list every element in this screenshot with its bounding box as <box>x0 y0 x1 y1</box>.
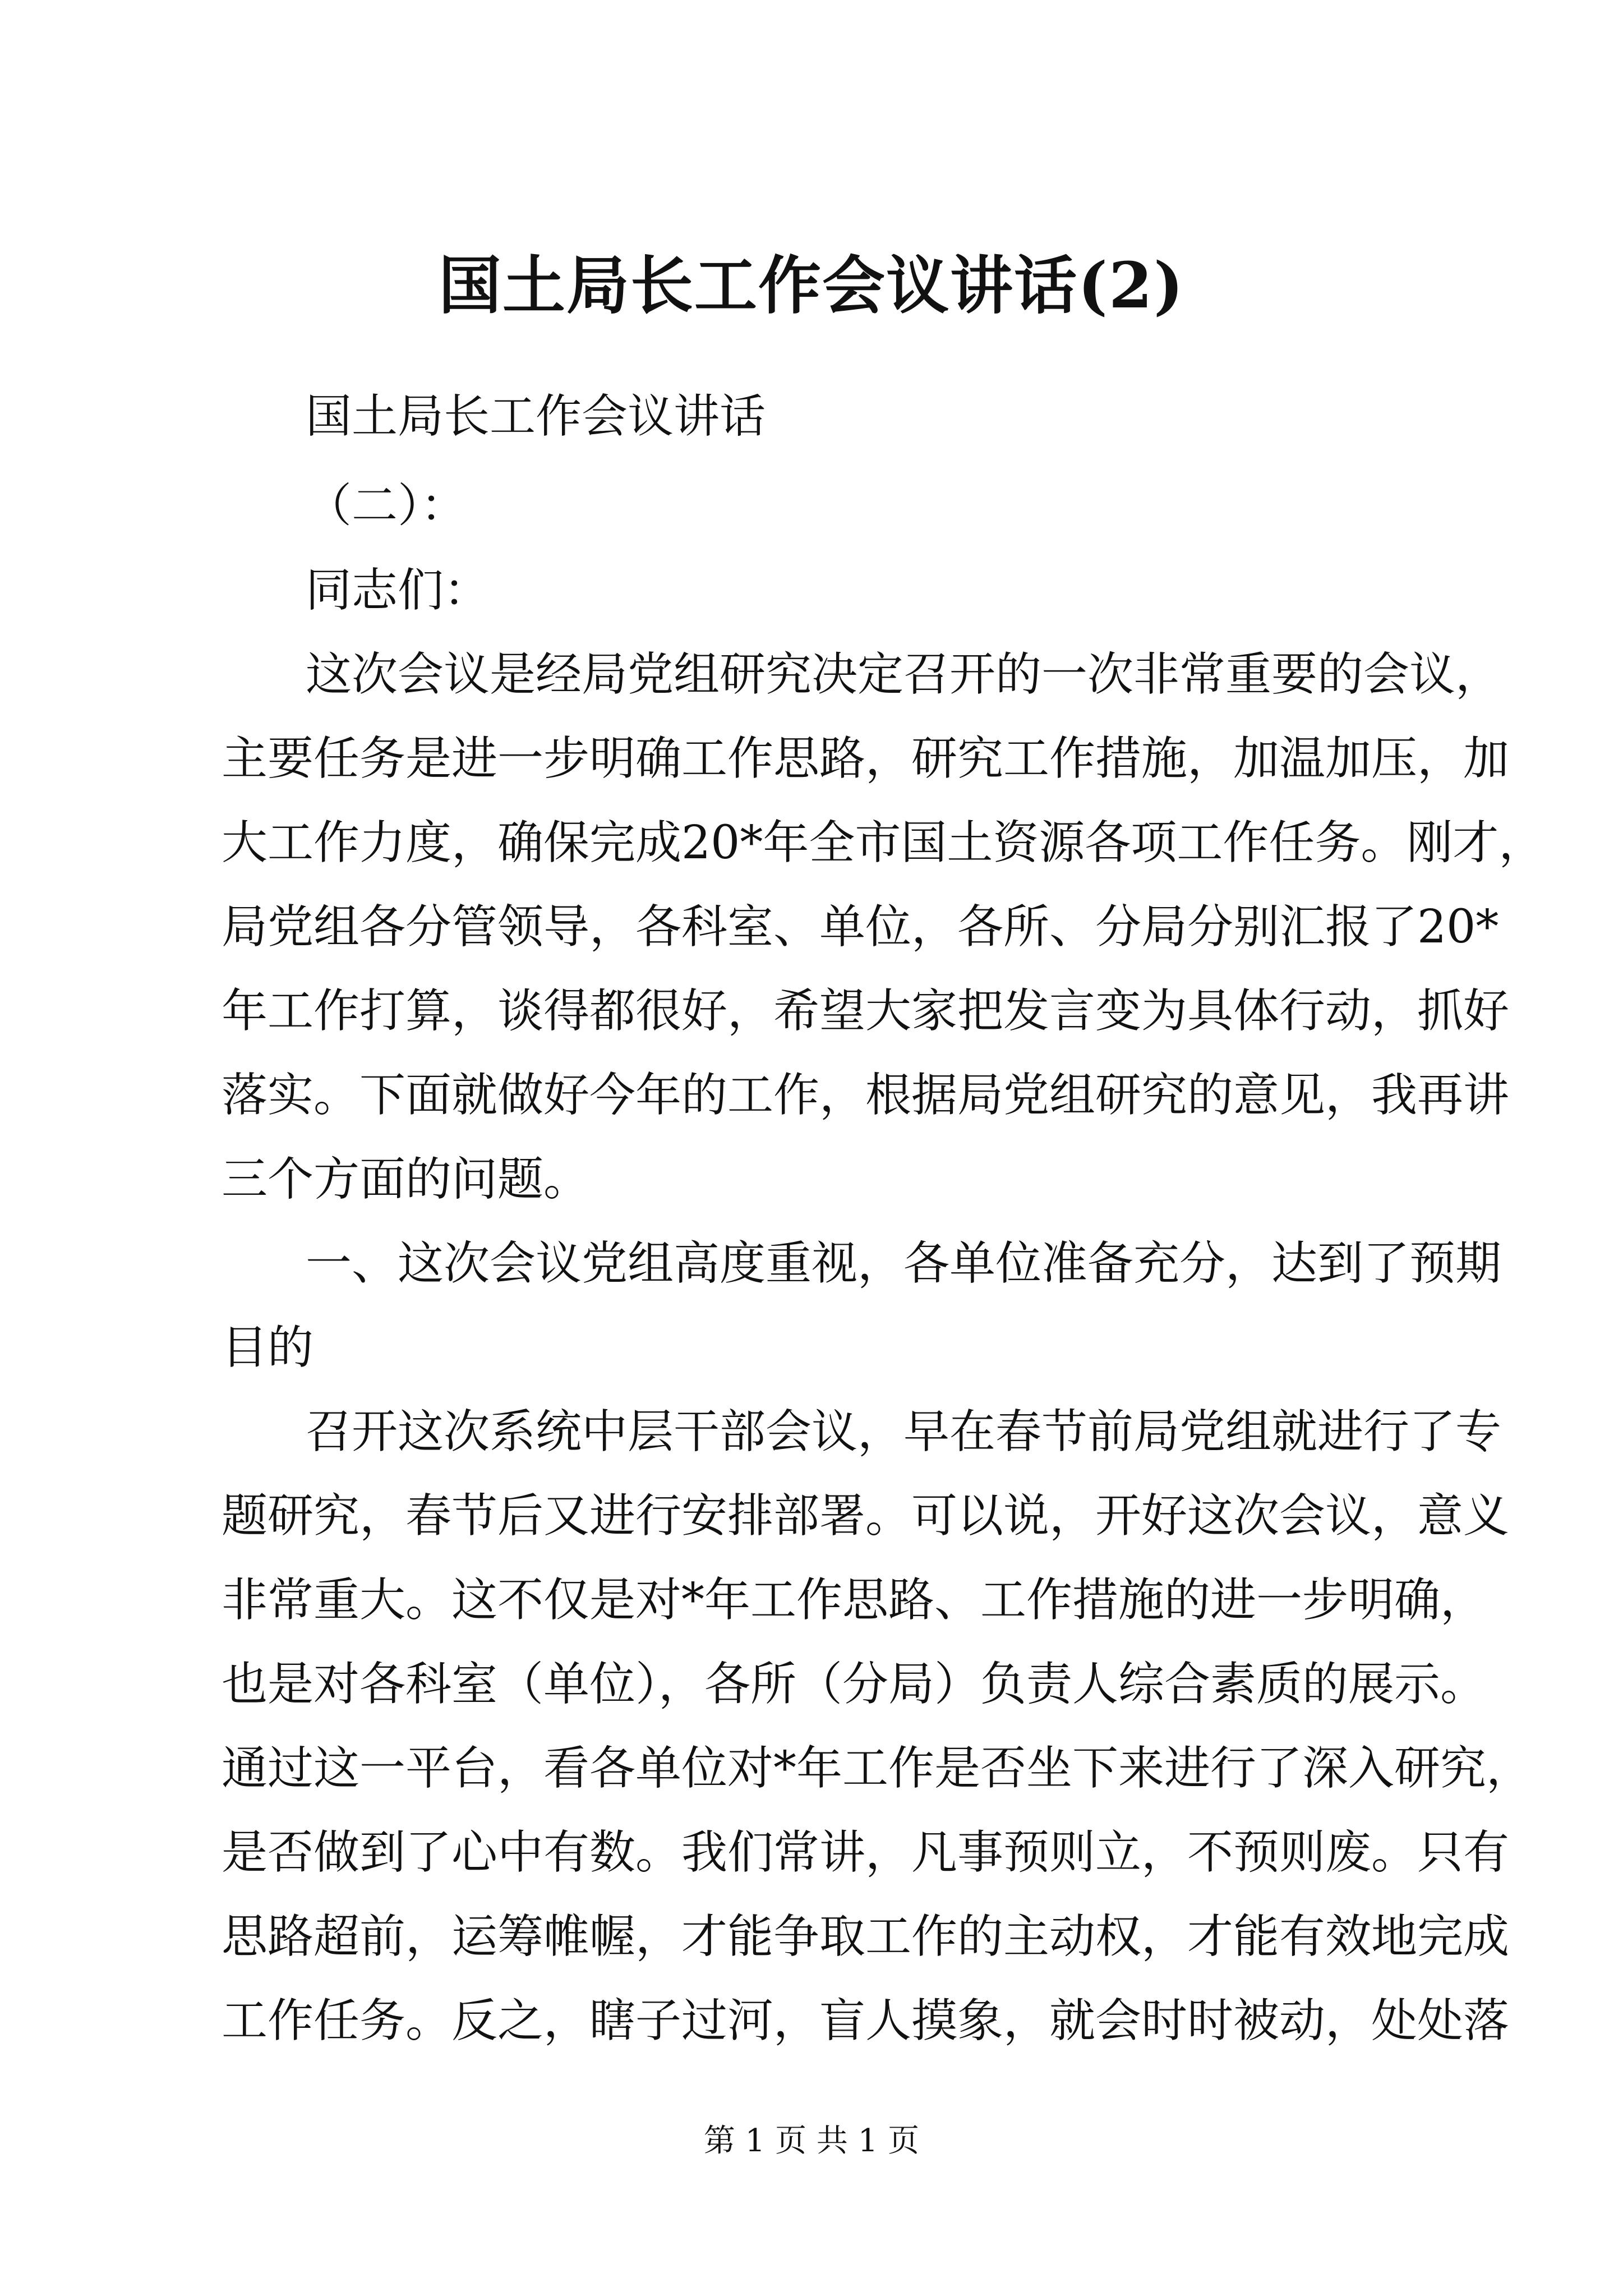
body-line: 落实。下面就做好今年的工作，根据局党组研究的意见，我再讲 <box>222 1069 1510 1122</box>
document-title: 国土局长工作会议讲话(2) <box>439 249 1184 323</box>
subtitle-number-line: （二）： <box>306 479 467 532</box>
body-line: 这次会议是经局党组研究决定召开的一次非常重要的会议， <box>306 648 1502 701</box>
body-line: 局党组各分管领导，各科室、单位，各所、分局分别汇报了20* <box>222 900 1499 954</box>
body-line: 召开这次系统中层干部会议，早在春节前局党组就进行了专 <box>306 1405 1502 1458</box>
subtitle-line: 国土局长工作会议讲话 <box>306 390 766 443</box>
section-heading-line: 目的 <box>222 1321 314 1374</box>
body-line: 年工作打算，谈得都很好，希望大家把发言变为具体行动，抓好 <box>222 984 1510 1038</box>
page-footer: 第 1 页 共 1 页 <box>703 2123 920 2159</box>
body-line: 题研究，春节后又进行安排部署。可以说，开好这次会议，意义 <box>222 1489 1510 1543</box>
body-line: 通过这一平台，看各单位对*年工作是否坐下来进行了深入研究， <box>222 1742 1533 1795</box>
body-line: 是否做到了心中有数。我们常讲，凡事预则立，不预则废。只有 <box>222 1826 1510 1879</box>
body-line: 思路超前，运筹帷幄，才能争取工作的主动权，才能有效地完成 <box>222 1910 1510 1963</box>
section-heading-line: 一、这次会议党组高度重视，各单位准备充分，达到了预期 <box>306 1237 1502 1290</box>
body-line: 工作任务。反之，瞎子过河，盲人摸象，就会时时被动，处处落 <box>222 1994 1510 2047</box>
body-line: 主要任务是进一步明确工作思路，研究工作措施，加温加压，加 <box>222 732 1510 785</box>
body-line: 三个方面的问题。 <box>222 1153 590 1206</box>
body-line: 大工作力度，确保完成20*年全市国土资源各项工作任务。刚才， <box>222 816 1545 869</box>
body-line: 非常重大。这不仅是对*年工作思路、工作措施的进一步明确， <box>222 1573 1487 1627</box>
body-line: 也是对各科室（单位），各所（分局）负责人综合素质的展示。 <box>222 1658 1487 1711</box>
salutation-line: 同志们： <box>306 564 490 617</box>
